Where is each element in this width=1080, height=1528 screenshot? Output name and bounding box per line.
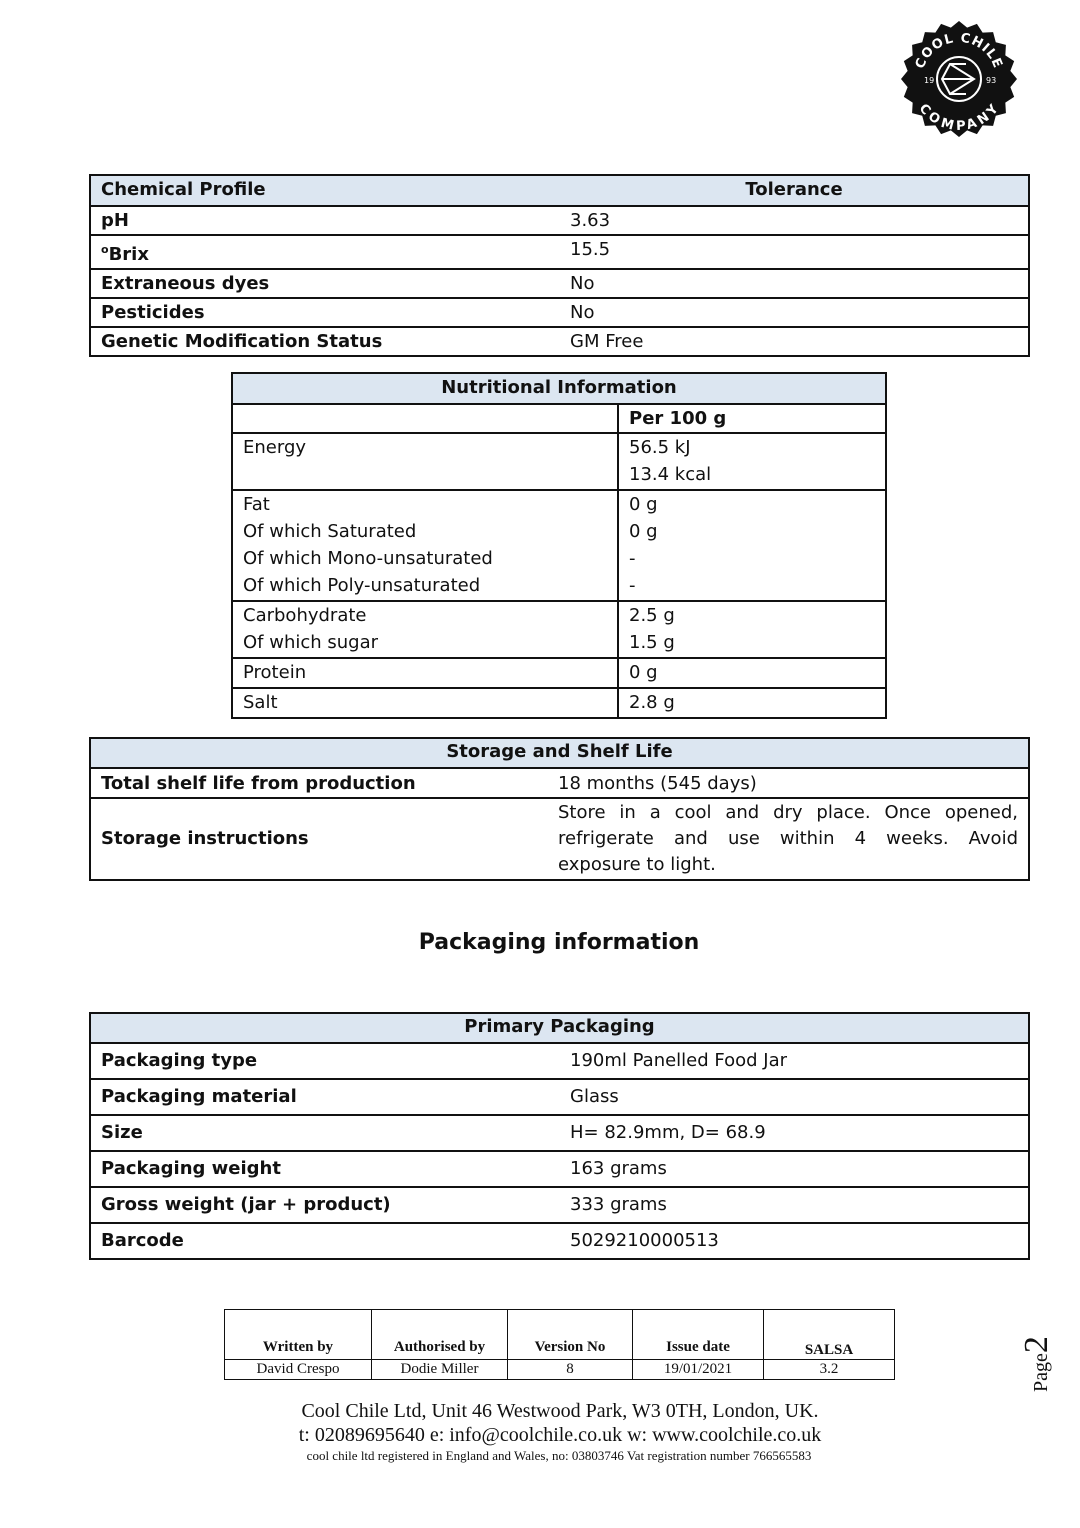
nutrient-label: Protein [243,662,307,683]
storage-header [90,738,1029,768]
row-label: Storage instructions [101,828,309,849]
row-value: No [560,298,1029,327]
nutrient-label: Salt [243,692,278,713]
written-by-value: David Crespo [225,1360,372,1380]
table-row [90,1223,1029,1259]
nutrition-title: Nutritional Information [232,373,886,404]
document-control-header [225,1310,895,1360]
row-label: Total shelf life from production [90,768,548,798]
nutrient-labels [232,688,618,718]
packaging-information-title: Packaging information [418,930,700,955]
table-row [90,798,1029,880]
chemical-profile-table [89,174,1030,357]
row-value: 18 months (545 days) [548,768,1029,798]
logo-seal-icon [900,20,1018,138]
row-label: Genetic Modification Status [101,331,383,352]
table-row [90,768,1029,798]
nutrient-value: 56.5 kJ [629,437,691,458]
footer-contact: t: 02089695640 e: info@coolchile.co.uk w: www.coolchile.co.uk [298,1424,822,1446]
row-label: Gross weight (jar + product) [90,1187,560,1223]
company-logo [900,20,1018,138]
nutrient-value: 0 g [629,521,658,542]
nutrient-value: 2.5 g [629,605,675,626]
row-value: No [560,269,1029,298]
table-row [232,490,886,601]
table-row [90,298,1029,327]
storage-table [89,737,1030,881]
nutrient-values [618,601,886,658]
document-control-values [225,1360,895,1380]
per-100g-label: Per 100 g [618,404,886,433]
nutrient-values [618,433,886,490]
nutrient-values [618,490,886,601]
table-row [90,269,1029,298]
table-row [232,601,886,658]
chemical-profile-title: Chemical Profile [90,175,560,206]
svg-text:93: 93 [986,76,997,85]
table-row [90,1151,1029,1187]
nutrient-labels [232,601,618,658]
row-value: 15.5 [560,235,1029,269]
barcode-value: 5029210000513 [570,1230,719,1251]
nutrient-value: 0 g [629,662,658,683]
table-row [90,1115,1029,1151]
nutrient-value: 1.5 g [629,632,675,653]
nutrient-values [618,688,886,718]
row-value: 163 grams [560,1151,1029,1187]
row-label: Barcode [101,1230,184,1251]
nutrient-label: Energy [243,437,307,458]
version-header: Version No [508,1310,633,1360]
nutrient-value: 2.8 g [629,692,675,713]
chemical-profile-header [90,175,1029,206]
row-label: Packaging material [90,1079,560,1115]
nutrition-header [232,373,886,404]
row-label: Size [90,1115,560,1151]
row-value: 333 grams [560,1187,1029,1223]
footer-registration: cool chile ltd registered in England and Wales, no: 03803746 Vat registration number 766565583 [306,1448,812,1463]
svg-text:COMPANY: COMPANY [915,101,1003,134]
nutrient-label: Carbohydrate [243,605,367,626]
nutrient-values [618,658,886,688]
primary-packaging-header [90,1013,1029,1043]
nutrient-label: Of which Mono-unsaturated [243,548,493,569]
row-label: Packaging type [90,1043,560,1079]
nutrient-value: 13.4 kcal [629,464,712,485]
table-row [90,327,1029,356]
row-label: Packaging weight [90,1151,560,1187]
table-row [90,1187,1029,1223]
nutrition-table [231,372,887,719]
nutrient-value: - [629,575,636,596]
authorised-by-value: Dodie Miller [372,1360,508,1380]
document-control-table [224,1309,895,1380]
row-label: pH [90,206,560,235]
footer-address: Cool Chile Ltd, Unit 46 Westwood Park, W3 0TH, London, UK. [301,1400,819,1422]
tolerance-header: Tolerance [560,175,1029,206]
written-by-header: Written by [225,1310,372,1360]
nutrient-label: Fat [243,494,270,515]
page-number [1000,1320,1060,1400]
row-value: 190ml Panelled Food Jar [560,1043,1029,1079]
table-row [232,688,886,718]
issue-date-header: Issue date [633,1310,764,1360]
storage-title: Storage and Shelf Life [90,738,1029,768]
table-row [232,658,886,688]
nutrient-label: Of which Poly-unsaturated [243,575,481,596]
nutrient-value: 0 g [629,494,658,515]
nutrient-label: Of which Saturated [243,521,417,542]
row-value: GM Free [570,331,644,352]
primary-packaging-title: Primary Packaging [90,1013,1029,1043]
svg-text:19: 19 [924,76,935,85]
salsa-header: SALSA [764,1310,895,1360]
row-value: Glass [560,1079,1029,1115]
row-value: H= 82.9mm, D= 68.9 [560,1115,1029,1151]
svg-text:COOL CHILE: COOL CHILE [912,30,1006,71]
issue-date-value: 19/01/2021 [633,1360,764,1380]
nutrient-label: Of which sugar [243,632,379,653]
nutrient-value: - [629,548,636,569]
salsa-value: 3.2 [764,1360,895,1380]
row-label-text: Brix [108,244,149,265]
row-label [90,235,560,269]
degree-superscript: o [101,243,109,256]
nutrient-labels [232,658,618,688]
page-number-value: 2 [1018,1336,1055,1354]
table-row [232,433,886,490]
row-label: Pesticides [90,298,560,327]
row-value: 3.63 [560,206,1029,235]
nutrient-labels [232,433,618,490]
page-word: Page [1030,1353,1052,1392]
nutrient-labels [232,490,618,601]
table-row [90,1079,1029,1115]
table-row [90,1043,1029,1079]
table-row [90,235,1029,269]
row-label: Extraneous dyes [90,269,560,298]
empty-cell [232,404,618,433]
primary-packaging-table [89,1012,1030,1260]
per-100g-row [232,404,886,433]
version-value: 8 [508,1360,633,1380]
authorised-by-header: Authorised by [372,1310,508,1360]
table-row [90,206,1029,235]
row-value: Store in a cool and dry place. Once opened, refrigerate and use within 4 weeks. Avoid exposure to light. [558,802,1018,875]
